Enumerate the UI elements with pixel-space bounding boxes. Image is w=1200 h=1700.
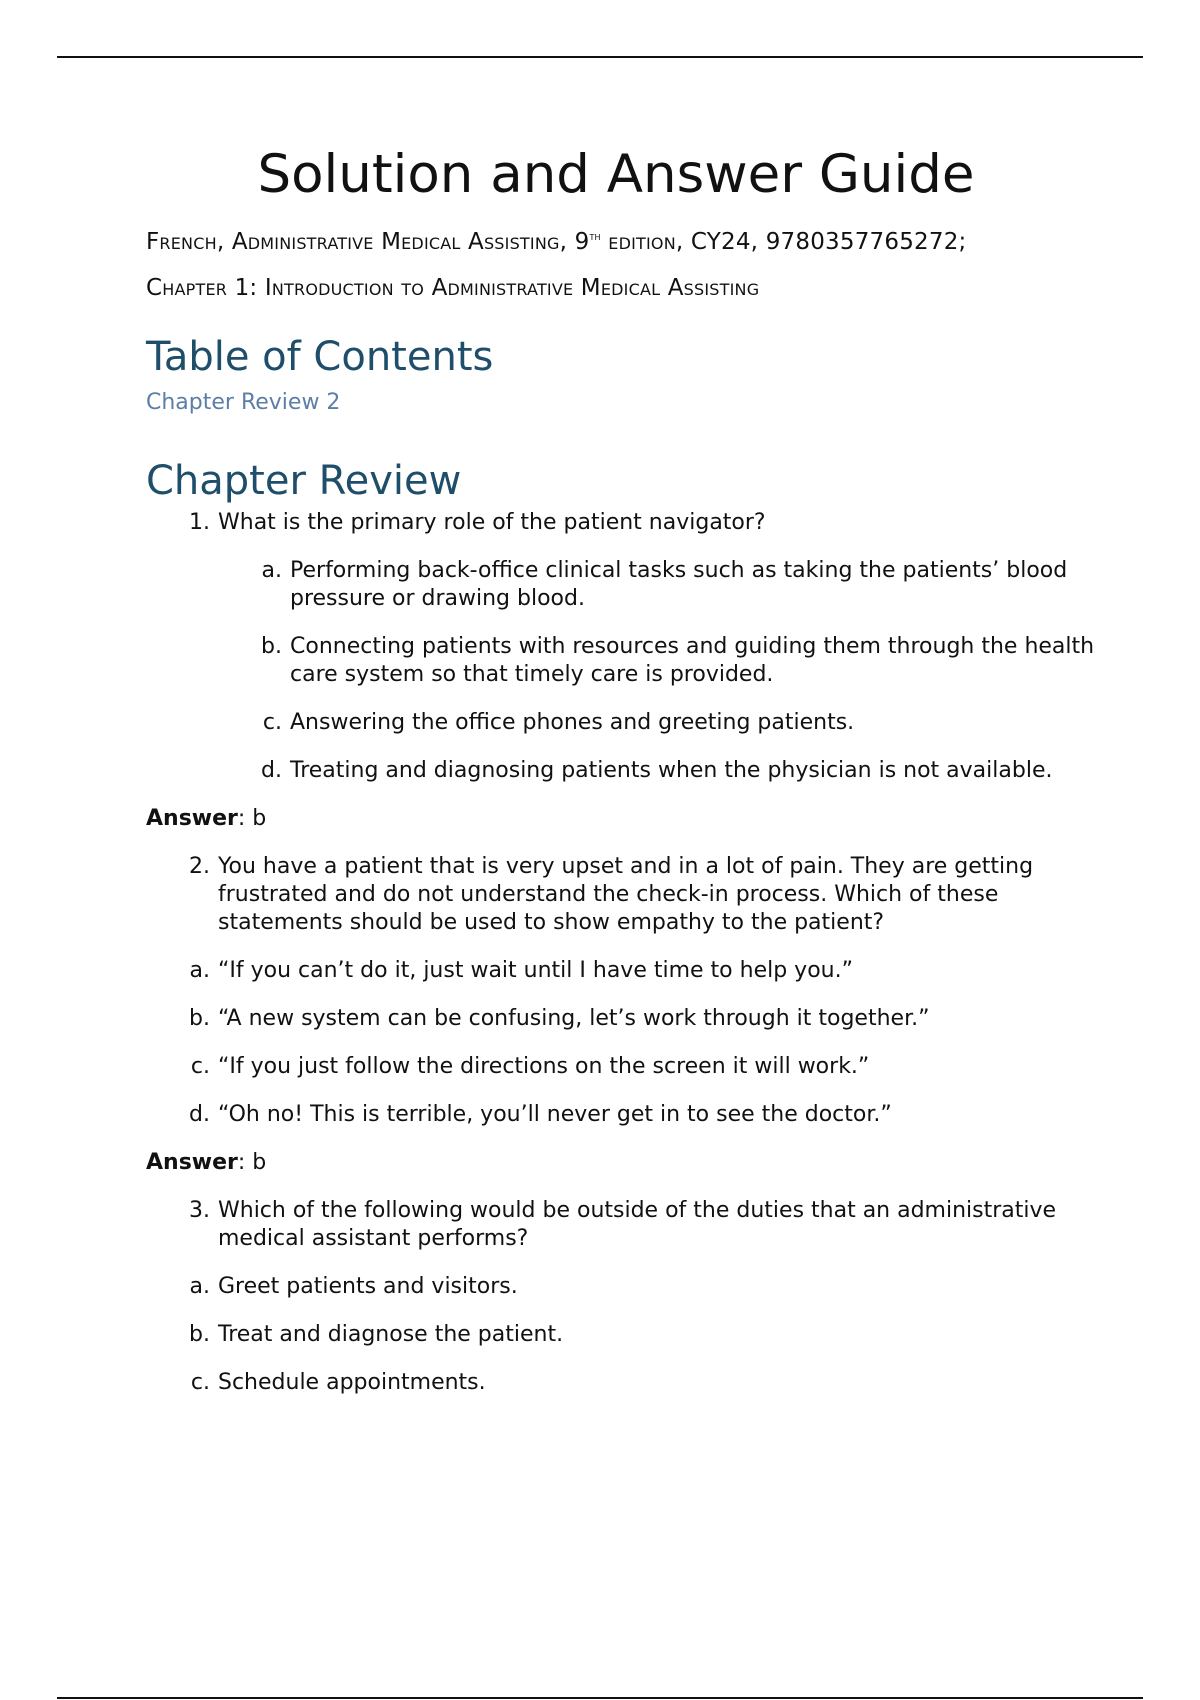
toc-heading: Table of Contents	[146, 334, 494, 380]
answer-label: Answer	[146, 806, 238, 831]
document-title: Solution and Answer Guide	[257, 144, 975, 205]
footer-rule	[57, 1697, 1143, 1699]
question-2-text	[146, 853, 1096, 937]
option-2d	[146, 1101, 1096, 1129]
chapter-line: Chapter 1: Introduction to Administrative Medical Assisting	[146, 275, 760, 301]
option-text: Schedule appointments.	[218, 1370, 486, 1395]
option-2b	[146, 1005, 1096, 1033]
answer-2	[146, 1149, 1096, 1177]
question-stem: What is the primary role of the patient navigator?	[218, 510, 766, 535]
question-number: 2.	[189, 854, 210, 879]
option-letter: b.	[189, 1322, 210, 1347]
option-1d	[146, 757, 1096, 785]
option-1c	[146, 709, 1096, 737]
answer-1	[146, 805, 1096, 833]
option-3c	[146, 1369, 1096, 1397]
option-text: Treat and diagnose the patient.	[218, 1322, 564, 1347]
toc-entry-chapter-review[interactable]: Chapter Review 2	[146, 390, 341, 415]
option-letter: a.	[189, 958, 210, 983]
question-number: 3.	[189, 1198, 210, 1223]
question-stem: You have a patient that is very upset and in a lot of pain. They are getting frustrated and do not understand the check-in process. Which of these statements should be used to show empathy to the patient?	[218, 854, 1034, 935]
option-letter: d.	[189, 1102, 210, 1127]
question-1-text	[146, 509, 1096, 537]
question-stem: Which of the following would be outside of the duties that an administrative medical assistant performs?	[218, 1198, 1057, 1251]
option-3a	[146, 1273, 1096, 1301]
answer-value: : b	[237, 806, 267, 831]
option-2a	[146, 957, 1096, 985]
option-text: Connecting patients with resources and guiding them through the health care system so that timely care is provided.	[290, 634, 1095, 687]
option-text: “If you just follow the directions on the screen it will work.”	[218, 1054, 870, 1079]
document-body	[146, 140, 1096, 1397]
question-1	[146, 509, 1096, 833]
edition-superscript: th	[589, 230, 601, 243]
option-text: Greet patients and visitors.	[218, 1274, 518, 1299]
option-1a	[146, 557, 1096, 613]
question-2	[146, 853, 1096, 1177]
option-letter: a.	[189, 1274, 210, 1299]
citation-text: French, Administrative Medical Assisting, 9	[146, 229, 590, 255]
option-2c	[146, 1053, 1096, 1081]
option-letter: c.	[190, 1370, 210, 1395]
option-3b	[146, 1321, 1096, 1349]
option-text: Treating and diagnosing patients when the physician is not available.	[290, 758, 1053, 783]
question-3-text	[146, 1197, 1096, 1253]
option-text: “Oh no! This is terrible, you’ll never get in to see the doctor.”	[218, 1102, 892, 1127]
option-letter: c.	[262, 710, 282, 735]
option-text: Answering the office phones and greeting patients.	[290, 710, 855, 735]
option-letter: a.	[261, 558, 282, 583]
option-1b	[146, 633, 1096, 689]
question-number: 1.	[189, 510, 210, 535]
book-citation	[146, 214, 1096, 265]
option-letter: b.	[261, 634, 282, 659]
chapter-review-heading: Chapter Review	[146, 458, 462, 504]
option-text: Performing back-office clinical tasks such as taking the patients’ blood pressure or drawing blood.	[290, 558, 1068, 611]
answer-value: : b	[237, 1150, 267, 1175]
option-text: “If you can’t do it, just wait until I have time to help you.”	[218, 958, 853, 983]
option-letter: b.	[189, 1006, 210, 1031]
option-text: “A new system can be confusing, let’s work through it together.”	[218, 1006, 930, 1031]
question-3	[146, 1197, 1096, 1397]
header-rule	[57, 56, 1143, 58]
answer-label: Answer	[146, 1150, 238, 1175]
option-letter: d.	[261, 758, 282, 783]
option-letter: c.	[190, 1054, 210, 1079]
citation-tail: edition, CY24, 9780357765272;	[600, 229, 967, 255]
